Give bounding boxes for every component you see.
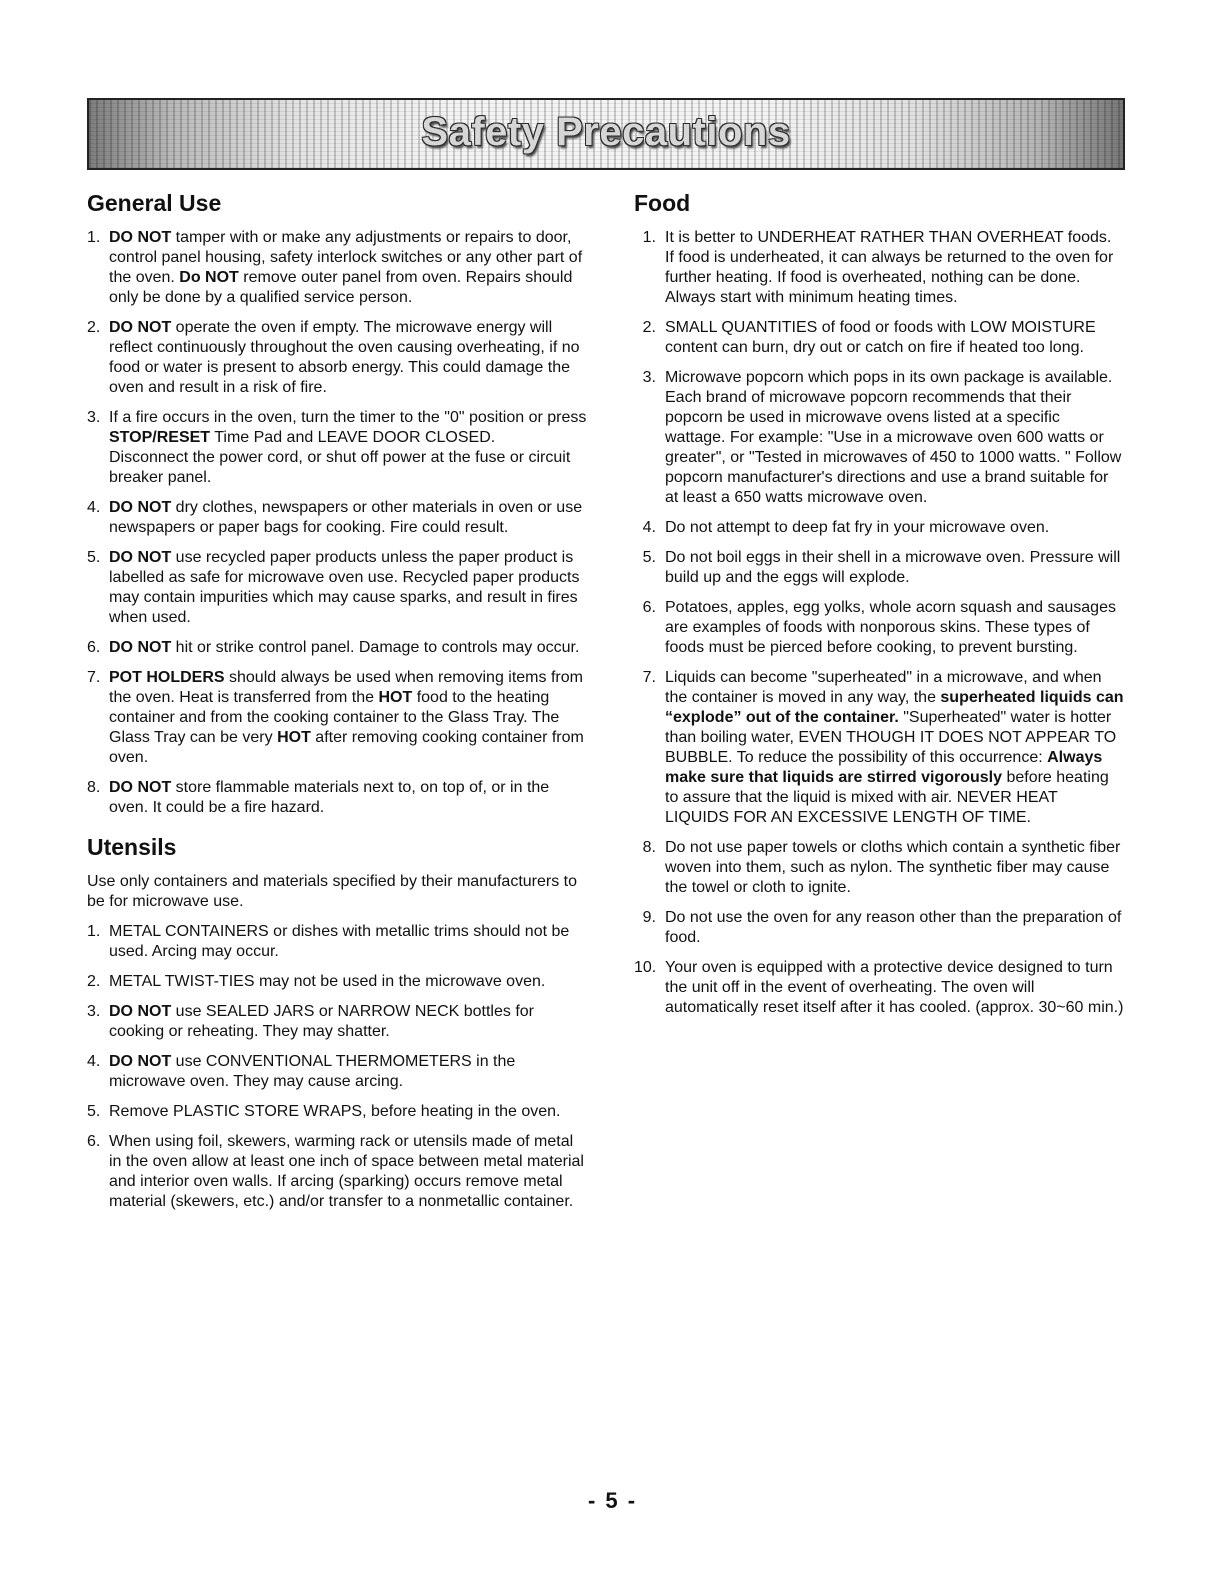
list-item (87, 638, 587, 658)
item-text: hit or strike control panel. Damage to controls may occur. (171, 639, 580, 656)
item-number: 2. (87, 319, 101, 336)
item-number: 4. (87, 499, 101, 516)
page-title: Safety Precautions (421, 110, 791, 154)
item-text: store flammable materials next to, on top of, or in the oven. It could be a fire hazard. (109, 779, 550, 816)
item-number: 3. (87, 1003, 101, 1020)
item-text: Liquids can become "superheated" in a microwave, and when the container is moved in any way, the (665, 669, 1102, 706)
item-text: operate the oven if empty. The microwave energy will reflect continuously throughout the oven causing overheating, if no food or water is present to absorb energy. This could damage the oven and result in a risk of fire. (109, 319, 580, 396)
item-number: 5. (642, 549, 656, 566)
utensils-intro: Use only containers and materials specified by their manufacturers to be for microwave use. (87, 873, 578, 910)
item-text: use recycled paper products unless the paper product is labelled as safe for microwave oven use. Recycled paper products may contain impurities which may cause sparks, and result in fires when used. (109, 549, 580, 626)
item-text: remove outer panel from oven. Repairs should only be done by a qualified service person. (109, 269, 573, 306)
bold-text: superheated liquids can “explode” out of the container. (665, 689, 1124, 726)
item-number: 8. (87, 779, 101, 796)
bold-text: STOP/RESET (109, 429, 211, 446)
list-item (87, 228, 587, 308)
item-text: food to the heating container and from the cooking container to the Glass Tray. The Glass Tray can be very (109, 689, 560, 746)
right-column (634, 190, 1124, 1028)
item-text: Potatoes, apples, egg yolks, whole acorn squash and sausages are examples of foods with nonporous skins. These types of foods must be pierced before cooking, to prevent bursting. (665, 599, 1116, 656)
title-banner (87, 98, 1125, 170)
list-item (87, 778, 587, 818)
list-item (634, 368, 1124, 508)
list-item (87, 1102, 587, 1122)
item-number: 3. (642, 369, 656, 386)
list-item (87, 1052, 587, 1092)
item-text: METAL TWIST-TIES may not be used in the microwave oven. (109, 973, 546, 990)
left-column (87, 190, 587, 1222)
bold-text: Do NOT (179, 269, 239, 286)
list-item (87, 1002, 587, 1042)
item-number: 10. (634, 959, 657, 976)
list-item (87, 1132, 587, 1212)
food-list (634, 228, 1124, 1018)
list-item (634, 598, 1124, 658)
food-heading: Food (634, 190, 691, 216)
bold-text: DO NOT (109, 229, 172, 246)
item-number: 6. (642, 599, 656, 616)
item-number: 5. (87, 549, 101, 566)
item-text: before heating to assure that the liquid is mixed with air. NEVER HEAT LIQUIDS FOR AN EXCESSIVE LENGTH OF TIME. (665, 769, 1109, 826)
item-text: Time Pad and LEAVE DOOR CLOSED. (210, 429, 496, 446)
item-text: If a fire occurs in the oven, turn the timer to the "0" position or press (109, 409, 587, 426)
bold-text: POT HOLDERS (109, 669, 225, 686)
item-number: 4. (642, 519, 656, 536)
item-text: Microwave popcorn which pops in its own package is available. Each brand of microwave popcorn recommends that their popcorn be used in microwave ovens listed at a specific wattage. For example: "Use in a microwave oven 600 watts or greater", or "Tested in microwaves of 450 to 1000 watts. " Follow popcorn manufacturer's directions and use a brand suitable for at least a 650 watts microwave oven. (665, 369, 1122, 506)
item-number: 8. (642, 839, 656, 856)
item-text: Disconnect the power cord, or shut off power at the fuse or circuit breaker panel. (109, 449, 571, 486)
item-text: dry clothes, newspapers or other materials in oven or use newspapers or paper bags for cooking. Fire could result. (109, 499, 583, 536)
list-item (87, 972, 587, 992)
list-item (634, 838, 1124, 898)
utensils-list (87, 922, 587, 1212)
item-text: When using foil, skewers, warming rack or utensils made of metal in the oven allow at least one inch of space between metal material and interior oven walls. If arcing (sparking) occurs remove metal material (skewers, etc.) and/or transfer to a nonmetallic container. (109, 1133, 584, 1210)
item-text: Remove PLASTIC STORE WRAPS, before heating in the oven. (109, 1103, 561, 1120)
item-number: 7. (87, 669, 101, 686)
page-number: - 5 - (587, 1488, 638, 1513)
item-number: 6. (87, 1133, 101, 1150)
list-item (87, 922, 587, 962)
item-number: 3. (87, 409, 101, 426)
item-text: tamper with or make any adjustments or repairs to door, control panel housing, safety interlock switches or any other part of the oven. (109, 229, 583, 286)
list-item (634, 958, 1124, 1018)
item-number: 4. (87, 1053, 101, 1070)
item-number: 2. (642, 319, 656, 336)
item-text: Do not boil eggs in their shell in a microwave oven. Pressure will build up and the eggs will explode. (665, 549, 1121, 586)
list-item (87, 318, 587, 398)
item-number: 6. (87, 639, 101, 656)
item-text: use SEALED JARS or NARROW NECK bottles for cooking or reheating. They may shatter. (109, 1003, 534, 1040)
list-item (634, 518, 1124, 538)
item-number: 2. (87, 973, 101, 990)
bold-text: DO NOT (109, 499, 172, 516)
item-text: METAL CONTAINERS or dishes with metallic trims should not be used. Arcing may occur. (109, 923, 570, 960)
bold-text: DO NOT (109, 319, 172, 336)
item-text: Your oven is equipped with a protective device designed to turn the unit off in the event of overheating. The oven will automatically reset itself after it has cooled. (approx. 30~60 min.) (665, 959, 1124, 1016)
general-use-list (87, 228, 587, 818)
item-number: 7. (642, 669, 656, 686)
item-text: SMALL QUANTITIES of food or foods with LOW MOISTURE content can burn, dry out or catch on fire if heated too long. (665, 319, 1096, 356)
bold-text: DO NOT (109, 549, 172, 566)
general-use-heading: General Use (87, 190, 222, 216)
bold-text: DO NOT (109, 639, 172, 656)
item-text: use CONVENTIONAL THERMOMETERS in the microwave oven. They may cause arcing. (109, 1053, 516, 1090)
item-number: 9. (642, 909, 656, 926)
item-text: Do not attempt to deep fat fry in your microwave oven. (665, 519, 1050, 536)
list-item (87, 548, 587, 628)
item-text: Do not use paper towels or cloths which contain a synthetic fiber woven into them, such as nylon. The synthetic fiber may cause the towel or cloth to ignite. (665, 839, 1121, 896)
item-number: 1. (87, 229, 101, 246)
item-text: "Superheated" water is hotter than boiling water, EVEN THOUGH IT DOES NOT APPEAR TO BUBBLE. To reduce the possibility of this occurrence: (665, 709, 1117, 766)
list-item (87, 498, 587, 538)
bold-text: HOT (277, 729, 311, 746)
item-number: 5. (87, 1103, 101, 1120)
bold-text: Always make sure that liquids are stirred vigorously (665, 749, 1103, 786)
item-text: after removing cooking container from oven. (109, 729, 584, 766)
item-number: 1. (642, 229, 656, 246)
list-item (634, 318, 1124, 358)
list-item (87, 668, 587, 768)
bold-text: DO NOT (109, 1003, 172, 1020)
bold-text: DO NOT (109, 1053, 172, 1070)
item-text: Do not use the oven for any reason other than the preparation of food. (665, 909, 1122, 946)
item-text: should always be used when removing items from the oven. Heat is transferred from the (109, 669, 583, 706)
item-number: 1. (87, 923, 101, 940)
bold-text: HOT (378, 689, 413, 706)
list-item (634, 548, 1124, 588)
list-item (87, 408, 587, 488)
list-item (634, 668, 1124, 828)
item-text: It is better to UNDERHEAT RATHER THAN OVERHEAT foods. If food is underheated, it can always be returned to the oven for further heating. If food is overheated, nothing can be done. Always start with minimum heating times. (665, 229, 1114, 306)
utensils-heading: Utensils (87, 834, 177, 860)
list-item (634, 908, 1124, 948)
bold-text: DO NOT (109, 779, 172, 796)
list-item (634, 228, 1124, 308)
